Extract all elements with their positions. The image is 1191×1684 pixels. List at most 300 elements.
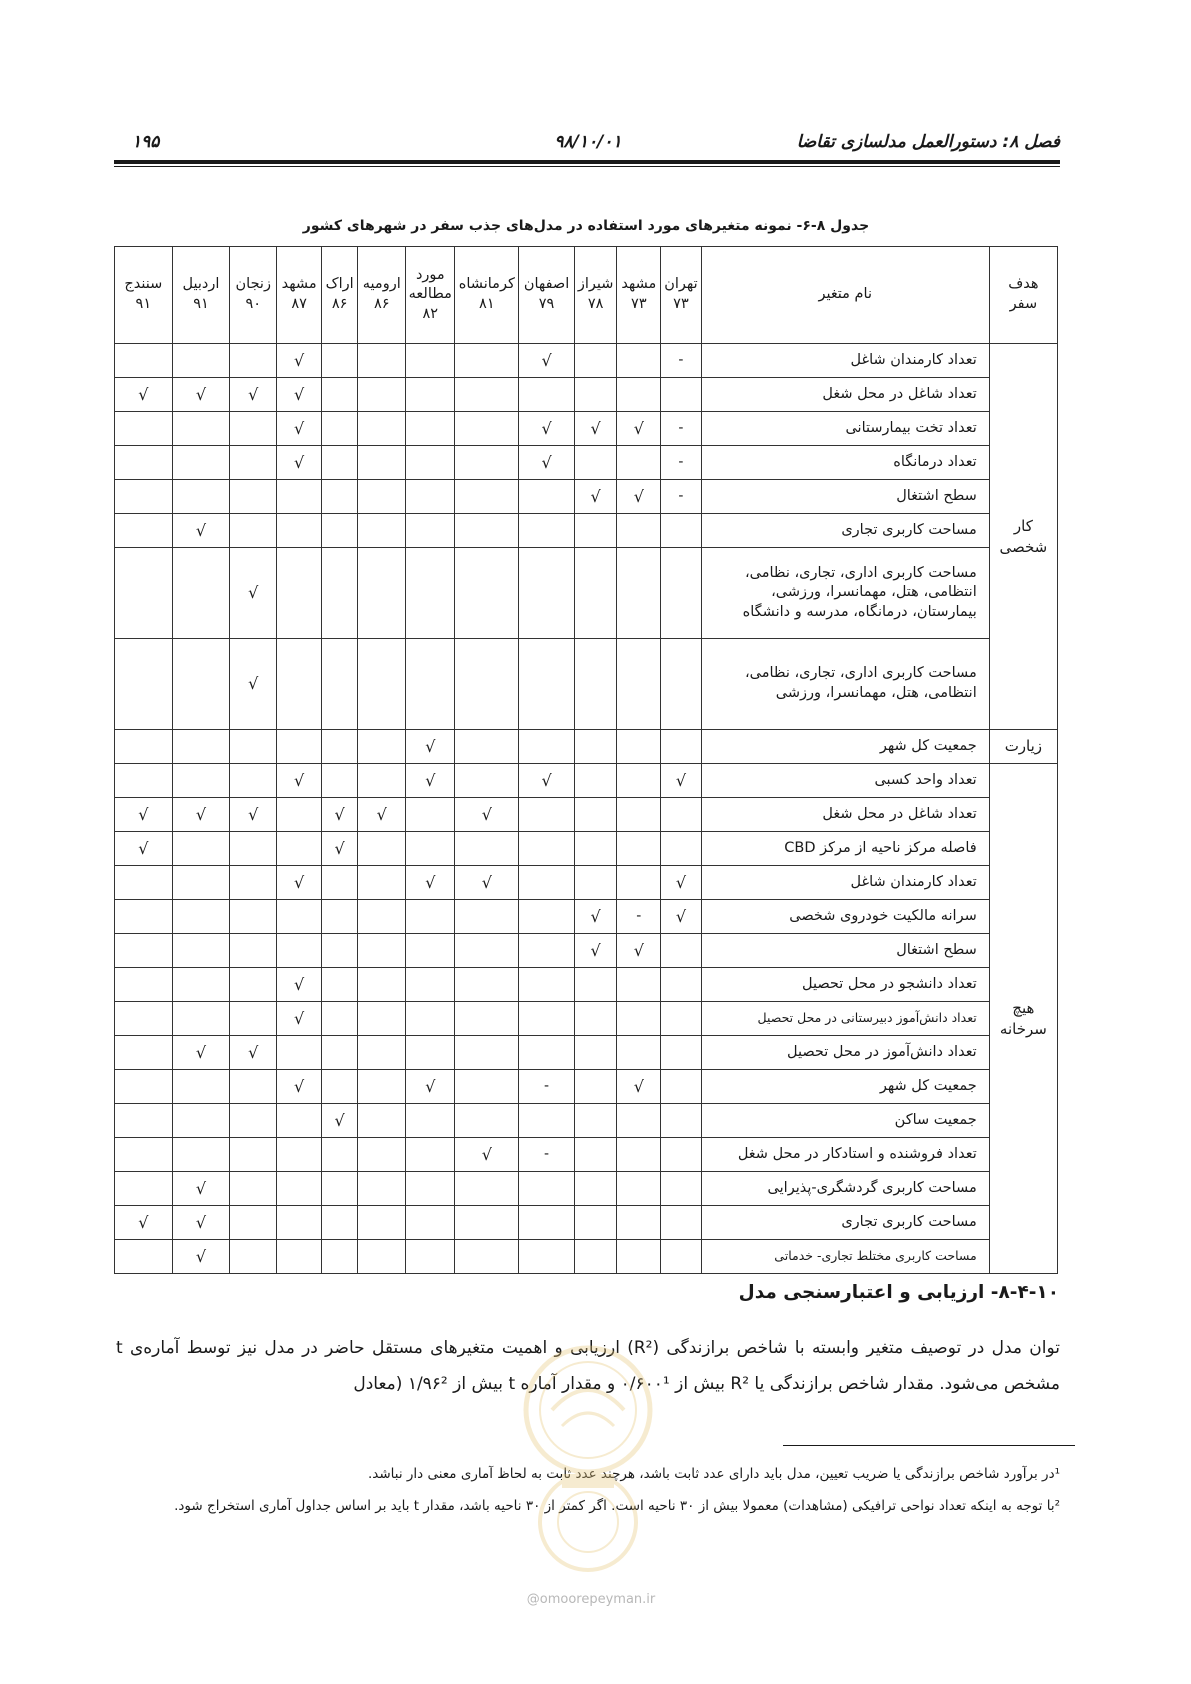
check-mark-cell: √ <box>115 832 173 866</box>
empty-cell <box>574 1070 617 1104</box>
empty-cell <box>277 798 322 832</box>
empty-cell <box>358 446 406 480</box>
empty-cell <box>230 1104 277 1138</box>
empty-cell <box>322 1206 358 1240</box>
check-mark-cell: √ <box>230 1036 277 1070</box>
empty-cell <box>661 1036 702 1070</box>
table-row <box>115 446 1058 480</box>
empty-cell <box>406 798 455 832</box>
variable-name-cell: تعداد دانشجو در محل تحصیل <box>701 968 989 1002</box>
empty-cell <box>455 730 519 764</box>
empty-cell <box>230 730 277 764</box>
empty-cell <box>172 1138 230 1172</box>
check-mark-cell: √ <box>277 378 322 412</box>
empty-cell <box>574 548 617 639</box>
empty-cell <box>172 480 230 514</box>
empty-cell <box>455 514 519 548</box>
empty-cell <box>277 480 322 514</box>
variable-name-cell: تعداد تخت بیمارستانی <box>701 412 989 446</box>
city-header: اردبیل ۹۱ <box>172 247 230 344</box>
variable-name-cell: مساحت کاربری اداری، تجاری، نظامی، انتظامی، هتل، مهمانسرا، ورزشی، بیمارستان، درمانگاه، مدرسه و دانشگاه <box>701 548 989 639</box>
empty-cell <box>322 412 358 446</box>
table-row <box>115 1240 1058 1274</box>
variable-name-cell: تعداد واحد کسبی <box>701 764 989 798</box>
empty-cell <box>661 1138 702 1172</box>
footnote-rule <box>783 1445 1075 1446</box>
chapter-title: فصل ۸: دستورالعمل مدلسازی تقاضا <box>796 132 1060 152</box>
empty-cell <box>574 730 617 764</box>
empty-cell <box>661 1002 702 1036</box>
table-row <box>115 764 1058 798</box>
empty-cell <box>574 832 617 866</box>
empty-cell <box>358 900 406 934</box>
check-mark-cell: √ <box>455 798 519 832</box>
empty-cell <box>617 548 661 639</box>
check-mark-cell: √ <box>519 764 574 798</box>
table-row <box>115 832 1058 866</box>
empty-cell <box>230 934 277 968</box>
empty-cell <box>519 378 574 412</box>
empty-cell <box>455 1104 519 1138</box>
empty-cell <box>230 480 277 514</box>
empty-cell <box>661 1070 702 1104</box>
empty-cell <box>172 548 230 639</box>
empty-cell <box>172 730 230 764</box>
empty-cell <box>574 798 617 832</box>
check-mark-cell: √ <box>574 480 617 514</box>
trip-goal-cell: زیارت <box>989 730 1057 764</box>
empty-cell <box>574 1240 617 1274</box>
check-mark-cell: √ <box>661 900 702 934</box>
table-caption: جدول ۸-۶- نمونه متغیرهای مورد استفاده در مدل‌های جذب سفر در شهرهای کشور <box>302 218 870 234</box>
empty-cell <box>322 730 358 764</box>
empty-cell <box>661 548 702 639</box>
empty-cell <box>661 832 702 866</box>
check-mark-cell: √ <box>277 968 322 1002</box>
check-mark-cell: √ <box>617 1070 661 1104</box>
empty-cell <box>661 1104 702 1138</box>
dash-cell: - <box>519 1138 574 1172</box>
empty-cell <box>358 480 406 514</box>
empty-cell <box>406 1104 455 1138</box>
empty-cell <box>322 968 358 1002</box>
table-row <box>115 1070 1058 1104</box>
empty-cell <box>322 1240 358 1274</box>
check-mark-cell: √ <box>661 866 702 900</box>
empty-cell <box>172 866 230 900</box>
check-mark-cell: √ <box>617 480 661 514</box>
variable-name-cell: تعداد شاغل در محل شغل <box>701 798 989 832</box>
empty-cell <box>230 1240 277 1274</box>
city-header: اصفهان ۷۹ <box>519 247 574 344</box>
check-mark-cell: √ <box>172 1172 230 1206</box>
check-mark-cell: √ <box>277 764 322 798</box>
empty-cell <box>322 1172 358 1206</box>
empty-cell <box>574 1104 617 1138</box>
empty-cell <box>617 639 661 730</box>
table-header-row <box>115 247 1058 344</box>
check-mark-cell: √ <box>115 378 173 412</box>
empty-cell <box>406 1206 455 1240</box>
check-mark-cell: √ <box>519 344 574 378</box>
variable-name-cell: سطح اشتغال <box>701 480 989 514</box>
empty-cell <box>322 934 358 968</box>
empty-cell <box>358 639 406 730</box>
table-row <box>115 866 1058 900</box>
table-row <box>115 1002 1058 1036</box>
variable-name-cell: مساحت کاربری تجاری <box>701 514 989 548</box>
empty-cell <box>358 344 406 378</box>
empty-cell <box>455 480 519 514</box>
section-title: ۸-۴-۱۰- ارزیابی و اعتبارسنجی مدل <box>738 1282 1059 1303</box>
dash-cell: - <box>661 480 702 514</box>
city-header: زنجان ۹۰ <box>230 247 277 344</box>
page-number: ۱۹۵ <box>132 132 160 152</box>
empty-cell <box>519 1172 574 1206</box>
empty-cell <box>455 968 519 1002</box>
header-rule <box>114 160 1060 164</box>
check-mark-cell: √ <box>519 446 574 480</box>
empty-cell <box>617 764 661 798</box>
empty-cell <box>661 798 702 832</box>
empty-cell <box>358 730 406 764</box>
city-header: اراک ۸۶ <box>322 247 358 344</box>
page-header <box>116 128 1060 158</box>
empty-cell <box>277 1036 322 1070</box>
empty-cell <box>661 1172 702 1206</box>
empty-cell <box>617 1172 661 1206</box>
check-mark-cell: √ <box>277 866 322 900</box>
check-mark-cell: √ <box>661 764 702 798</box>
variable-name-cell: جمعیت ساکن <box>701 1104 989 1138</box>
empty-cell <box>322 514 358 548</box>
empty-cell <box>358 1036 406 1070</box>
check-mark-cell: √ <box>230 639 277 730</box>
empty-cell <box>455 1002 519 1036</box>
check-mark-cell: √ <box>322 798 358 832</box>
empty-cell <box>115 480 173 514</box>
empty-cell <box>172 639 230 730</box>
empty-cell <box>406 968 455 1002</box>
table-body <box>115 344 1058 1274</box>
empty-cell <box>406 548 455 639</box>
variable-name-cell: مساحت کاربری اداری، تجاری، نظامی، انتظامی، هتل، مهمانسرا، ورزشی <box>701 639 989 730</box>
dash-cell: - <box>519 1070 574 1104</box>
body-paragraph: توان مدل در توصیف متغیر وابسته با شاخص برازندگی (R²) ارزیابی و اهمیت متغیرهای مستقل حاضر در مدل نیز توسط آماره‌ی t مشخص می‌شود. مقدار شاخص برازندگی یا R² بیش از ۰/۶۰۰¹ و مقدار آماره t بیش از ۱/۹۶² (معادل <box>116 1338 1060 1394</box>
check-mark-cell: √ <box>172 1206 230 1240</box>
empty-cell <box>455 1070 519 1104</box>
empty-cell <box>172 1070 230 1104</box>
header-date: ۹۸/۱۰/۰۱ <box>554 132 622 152</box>
variable-name-cell: جمعیت کل شهر <box>701 1070 989 1104</box>
empty-cell <box>322 548 358 639</box>
empty-cell <box>358 412 406 446</box>
empty-cell <box>358 1138 406 1172</box>
empty-cell <box>406 1172 455 1206</box>
empty-cell <box>115 730 173 764</box>
empty-cell <box>455 344 519 378</box>
city-header: مشهد ۸۷ <box>277 247 322 344</box>
empty-cell <box>115 1002 173 1036</box>
watermark-seal-icon <box>502 1340 674 1580</box>
table-row <box>115 1172 1058 1206</box>
table-row <box>115 1036 1058 1070</box>
table-row <box>115 1104 1058 1138</box>
empty-cell <box>172 968 230 1002</box>
variables-table <box>114 246 1058 1274</box>
empty-cell <box>455 832 519 866</box>
empty-cell <box>519 480 574 514</box>
empty-cell <box>455 639 519 730</box>
empty-cell <box>574 639 617 730</box>
empty-cell <box>617 968 661 1002</box>
empty-cell <box>115 548 173 639</box>
empty-cell <box>230 900 277 934</box>
check-mark-cell: √ <box>406 764 455 798</box>
city-header: سنندج ۹۱ <box>115 247 173 344</box>
empty-cell <box>661 1206 702 1240</box>
empty-cell <box>406 1240 455 1274</box>
empty-cell <box>617 1240 661 1274</box>
empty-cell <box>519 1206 574 1240</box>
check-mark-cell: √ <box>455 866 519 900</box>
dash-cell: - <box>661 344 702 378</box>
empty-cell <box>519 934 574 968</box>
empty-cell <box>115 968 173 1002</box>
check-mark-cell: √ <box>322 832 358 866</box>
empty-cell <box>406 1002 455 1036</box>
empty-cell <box>358 1206 406 1240</box>
empty-cell <box>277 1206 322 1240</box>
table-row <box>115 934 1058 968</box>
empty-cell <box>277 639 322 730</box>
check-mark-cell: √ <box>277 344 322 378</box>
empty-cell <box>661 1240 702 1274</box>
empty-cell <box>574 968 617 1002</box>
empty-cell <box>115 866 173 900</box>
empty-cell <box>115 1104 173 1138</box>
empty-cell <box>358 832 406 866</box>
empty-cell <box>277 548 322 639</box>
empty-cell <box>358 548 406 639</box>
table-row <box>115 344 1058 378</box>
empty-cell <box>230 764 277 798</box>
empty-cell <box>115 514 173 548</box>
empty-cell <box>455 446 519 480</box>
city-header: کرمانشاه ۸۱ <box>455 247 519 344</box>
empty-cell <box>322 639 358 730</box>
empty-cell <box>358 1070 406 1104</box>
empty-cell <box>455 378 519 412</box>
empty-cell <box>172 1002 230 1036</box>
empty-cell <box>230 1206 277 1240</box>
empty-cell <box>358 514 406 548</box>
empty-cell <box>661 968 702 1002</box>
empty-cell <box>277 1240 322 1274</box>
empty-cell <box>519 832 574 866</box>
check-mark-cell: √ <box>358 798 406 832</box>
empty-cell <box>406 378 455 412</box>
check-mark-cell: √ <box>406 866 455 900</box>
empty-cell <box>277 1172 322 1206</box>
empty-cell <box>230 832 277 866</box>
check-mark-cell: √ <box>277 446 322 480</box>
check-mark-cell: √ <box>406 1070 455 1104</box>
city-header: ارومیه ۸۶ <box>358 247 406 344</box>
table-row <box>115 968 1058 1002</box>
check-mark-cell: √ <box>172 378 230 412</box>
dash-cell: - <box>661 412 702 446</box>
empty-cell <box>172 412 230 446</box>
empty-cell <box>406 639 455 730</box>
empty-cell <box>230 968 277 1002</box>
empty-cell <box>519 866 574 900</box>
empty-cell <box>455 1206 519 1240</box>
empty-cell <box>172 446 230 480</box>
dash-cell: - <box>617 900 661 934</box>
empty-cell <box>617 446 661 480</box>
empty-cell <box>322 344 358 378</box>
variable-name-cell: سطح اشتغال <box>701 934 989 968</box>
empty-cell <box>230 514 277 548</box>
empty-cell <box>574 1206 617 1240</box>
variable-name-cell: مساحت کاربری مختلط تجاری- خدماتی <box>701 1240 989 1274</box>
header-rule-thin <box>114 166 1060 167</box>
empty-cell <box>406 832 455 866</box>
empty-cell <box>519 639 574 730</box>
empty-cell <box>172 832 230 866</box>
variable-name-cell: فاصله مرکز ناحیه از مرکز CBD <box>701 832 989 866</box>
empty-cell <box>277 900 322 934</box>
empty-cell <box>230 412 277 446</box>
empty-cell <box>115 639 173 730</box>
empty-cell <box>617 1104 661 1138</box>
empty-cell <box>322 900 358 934</box>
check-mark-cell: √ <box>230 378 277 412</box>
empty-cell <box>322 378 358 412</box>
empty-cell <box>617 1036 661 1070</box>
check-mark-cell: √ <box>230 548 277 639</box>
empty-cell <box>617 730 661 764</box>
variable-name-cell: تعداد دانش‌آموز دبیرستانی در محل تحصیل <box>701 1002 989 1036</box>
table-row <box>115 514 1058 548</box>
check-mark-cell: √ <box>574 412 617 446</box>
empty-cell <box>455 1036 519 1070</box>
empty-cell <box>574 1138 617 1172</box>
empty-cell <box>322 1070 358 1104</box>
check-mark-cell: √ <box>519 412 574 446</box>
variable-name-cell: تعداد کارمندان شاغل <box>701 344 989 378</box>
empty-cell <box>277 934 322 968</box>
empty-cell <box>661 730 702 764</box>
empty-cell <box>406 900 455 934</box>
empty-cell <box>406 480 455 514</box>
empty-cell <box>406 412 455 446</box>
table-row <box>115 1138 1058 1172</box>
empty-cell <box>172 344 230 378</box>
footnote-2: ²با توجه به اینکه تعداد نواحی ترافیکی (مشاهدات) معمولا بیش از ۳۰ ناحیه است. اگر کمتر از ۳۰ ناحیه باشد، مقدار t باید بر اساس جداول آماری استخراج شود. <box>174 1498 1060 1514</box>
empty-cell <box>358 378 406 412</box>
empty-cell <box>115 344 173 378</box>
empty-cell <box>406 934 455 968</box>
empty-cell <box>661 514 702 548</box>
empty-cell <box>230 1138 277 1172</box>
empty-cell <box>277 1104 322 1138</box>
check-mark-cell: √ <box>230 798 277 832</box>
empty-cell <box>277 730 322 764</box>
table-row <box>115 798 1058 832</box>
empty-cell <box>455 1240 519 1274</box>
variable-name-cell: مساحت کاربری تجاری <box>701 1206 989 1240</box>
empty-cell <box>574 1036 617 1070</box>
empty-cell <box>519 798 574 832</box>
empty-cell <box>455 548 519 639</box>
check-mark-cell: √ <box>277 1002 322 1036</box>
empty-cell <box>574 1002 617 1036</box>
empty-cell <box>574 446 617 480</box>
empty-cell <box>617 344 661 378</box>
variable-name-cell: تعداد دانش‌آموز در محل تحصیل <box>701 1036 989 1070</box>
footnote-1: ¹در برآورد شاخص برازندگی یا ضریب تعیین، مدل باید دارای عدد ثابت باشد، هرچند عدد ثابت به لحاظ آماری معنی دار نباشد. <box>367 1466 1060 1482</box>
empty-cell <box>115 1070 173 1104</box>
empty-cell <box>574 514 617 548</box>
empty-cell <box>230 1172 277 1206</box>
empty-cell <box>115 446 173 480</box>
empty-cell <box>115 1138 173 1172</box>
empty-cell <box>115 1172 173 1206</box>
city-header: مورد مطالعه ۸۲ <box>406 247 455 344</box>
table-row <box>115 1206 1058 1240</box>
empty-cell <box>172 900 230 934</box>
empty-cell <box>230 446 277 480</box>
empty-cell <box>230 866 277 900</box>
check-mark-cell: √ <box>455 1138 519 1172</box>
empty-cell <box>519 730 574 764</box>
empty-cell <box>358 934 406 968</box>
city-header: مشهد ۷۳ <box>617 247 661 344</box>
empty-cell <box>230 344 277 378</box>
empty-cell <box>661 378 702 412</box>
empty-cell <box>358 1240 406 1274</box>
empty-cell <box>358 1002 406 1036</box>
empty-cell <box>172 764 230 798</box>
table-row <box>115 639 1058 730</box>
empty-cell <box>574 344 617 378</box>
empty-cell <box>617 798 661 832</box>
check-mark-cell: √ <box>115 798 173 832</box>
empty-cell <box>406 1138 455 1172</box>
empty-cell <box>661 639 702 730</box>
check-mark-cell: √ <box>172 1036 230 1070</box>
watermark-url: @omoorepeyman.ir <box>526 1592 656 1607</box>
empty-cell <box>617 514 661 548</box>
check-mark-cell: √ <box>115 1206 173 1240</box>
empty-cell <box>322 866 358 900</box>
empty-cell <box>519 1036 574 1070</box>
empty-cell <box>115 1036 173 1070</box>
empty-cell <box>406 1036 455 1070</box>
empty-cell <box>230 1070 277 1104</box>
empty-cell <box>406 514 455 548</box>
variable-name-cell: تعداد کارمندان شاغل <box>701 866 989 900</box>
variable-name-cell: سرانه مالکیت خودروی شخصی <box>701 900 989 934</box>
empty-cell <box>617 1002 661 1036</box>
table-row <box>115 548 1058 639</box>
empty-cell <box>322 1138 358 1172</box>
empty-cell <box>519 900 574 934</box>
empty-cell <box>358 866 406 900</box>
empty-cell <box>519 968 574 1002</box>
